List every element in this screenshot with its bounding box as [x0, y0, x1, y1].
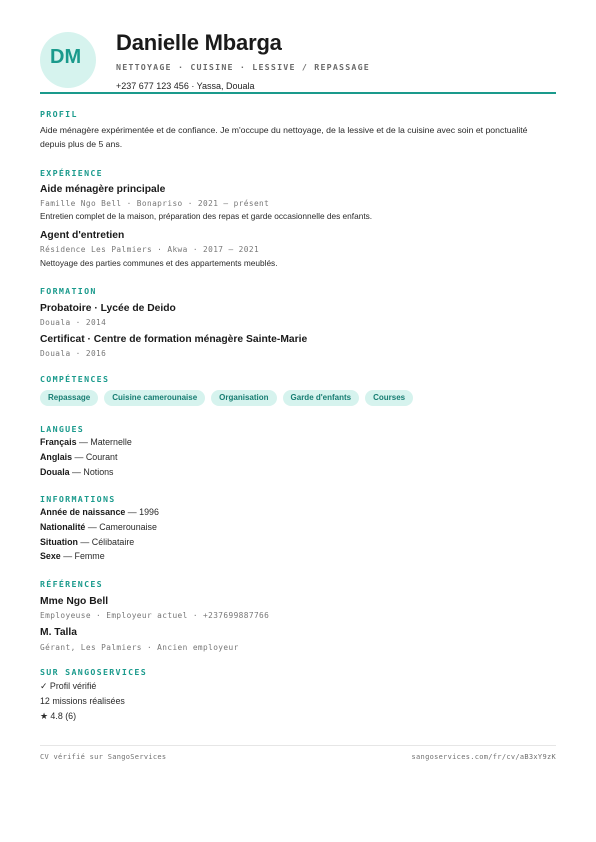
reference-meta: Employeuse · Employeur actuel · +237699887766 — [40, 611, 270, 620]
section-title-profile: PROFIL — [40, 109, 78, 119]
avatar — [40, 32, 96, 88]
language-level: Maternelle — [90, 437, 132, 447]
footer-cv-link[interactable]: sangoservices.com/fr/cv/aB3xY9zK — [411, 753, 556, 761]
language-level: Notions — [83, 467, 114, 477]
footer-divider — [40, 745, 556, 746]
section-title-languages: LANGUES — [40, 424, 85, 434]
language-level: Courant — [85, 452, 118, 462]
contact-line: +237 677 123 456 · Yassa, Douala — [116, 81, 255, 91]
skill-chip: Courses — [365, 390, 413, 406]
education-meta: Douala · 2016 — [40, 349, 107, 358]
info-row: Nationalité — Camerounaise — [40, 522, 157, 532]
info-label: Nationalité — [40, 522, 86, 532]
section-title-education: FORMATION — [40, 286, 97, 296]
info-value: 1996 — [139, 507, 159, 517]
footer-verified-note: CV vérifié sur SangoServices — [40, 753, 167, 761]
experience-description: Nettoyage des parties communes et des appartements meublés. — [40, 258, 278, 268]
reference-name: M. Talla — [40, 627, 77, 638]
experience-meta: Famille Ngo Bell · Bonapriso · 2021 – présent — [40, 199, 270, 208]
tagline: NETTOYAGE · CUISINE · LESSIVE / REPASSAGE — [116, 62, 371, 72]
language-row: Douala — Notions — [40, 467, 114, 477]
info-value: Femme — [74, 551, 105, 561]
info-value: Camerounaise — [99, 522, 157, 532]
skill-chip: Organisation — [211, 390, 276, 406]
skills-list — [40, 390, 413, 406]
missions-count: 12 missions réalisées — [40, 696, 125, 706]
candidate-name: Danielle Mbarga — [116, 30, 282, 55]
verified-status: ✓ Profil vérifié — [40, 681, 97, 691]
info-label: Sexe — [40, 551, 61, 561]
info-row: Situation — Célibataire — [40, 537, 135, 547]
reference-name: Mme Ngo Bell — [40, 596, 109, 607]
experience-role: Aide ménagère principale — [40, 184, 166, 195]
experience-role: Agent d'entretien — [40, 230, 125, 241]
experience-description: Entretien complet de la maison, préparation des repas et garde occasionnelle des enfants. — [40, 211, 373, 221]
skill-chip: Cuisine camerounaise — [104, 390, 205, 406]
language-name: Anglais — [40, 452, 73, 462]
section-title-info: INFORMATIONS — [40, 494, 116, 504]
language-name: Français — [40, 437, 77, 447]
info-label: Année de naissance — [40, 507, 126, 517]
section-title-references: RÉFÉRENCES — [40, 579, 103, 589]
skill-chip: Repassage — [40, 390, 98, 406]
education-degree: Probatoire · Lycée de Deido — [40, 303, 176, 314]
education-meta: Douala · 2014 — [40, 318, 107, 327]
education-degree: Certificat · Centre de formation ménagère Sainte-Marie — [40, 334, 308, 345]
info-label: Situation — [40, 537, 78, 547]
avatar-initials: DM — [50, 45, 82, 68]
language-row: Anglais — Courant — [40, 452, 118, 462]
header-divider — [40, 92, 556, 94]
section-title-skills: COMPÉTENCES — [40, 374, 110, 384]
section-title-experience: EXPÉRIENCE — [40, 168, 103, 178]
profile-text: Aide ménagère expérimentée et de confiance. Je m'occupe du nettoyage, de la lessive et de la cuisine avec soin et ponctualité depuis plus de 5 ans. — [40, 125, 528, 149]
language-row: Français — Maternelle — [40, 437, 132, 447]
language-name: Douala — [40, 467, 70, 477]
section-title-platform: SUR SANGOSERVICES — [40, 667, 148, 677]
info-value: Célibataire — [91, 537, 135, 547]
info-row: Sexe — Femme — [40, 551, 105, 561]
skill-chip: Garde d'enfants — [283, 390, 360, 406]
experience-meta: Résidence Les Palmiers · Akwa · 2017 – 2021 — [40, 245, 260, 254]
rating: ★ 4.8 (6) — [40, 711, 77, 721]
info-row: Année de naissance — 1996 — [40, 507, 159, 517]
reference-meta: Gérant, Les Palmiers · Ancien employeur — [40, 643, 239, 652]
